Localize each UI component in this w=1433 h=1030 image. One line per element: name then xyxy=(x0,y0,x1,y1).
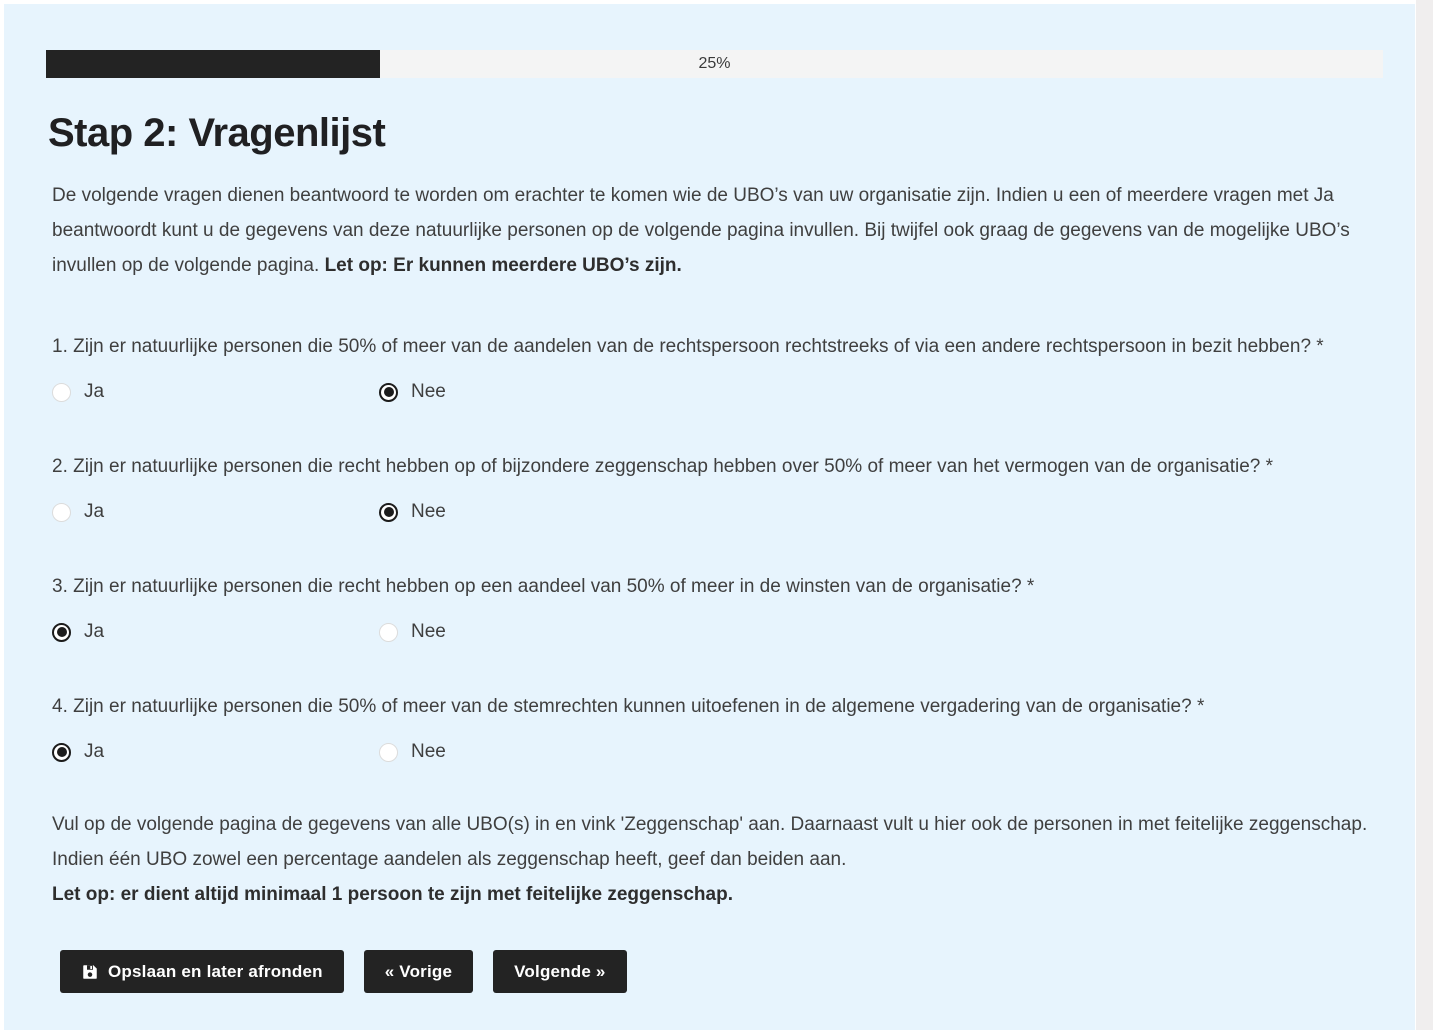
question-3-option-ja[interactable] xyxy=(52,621,379,643)
next-button[interactable] xyxy=(493,950,626,993)
question-4 xyxy=(52,689,1383,763)
question-4-option-ja[interactable] xyxy=(52,741,379,763)
question-3 xyxy=(52,569,1383,643)
question-1-options xyxy=(52,381,1383,403)
previous-button-label: « Vorige xyxy=(384,961,453,981)
next-button-label: Volgende » xyxy=(514,961,606,981)
question-3-option-nee[interactable] xyxy=(379,621,446,643)
radio-button-icon[interactable] xyxy=(379,383,398,402)
question-3-options xyxy=(52,621,1383,643)
question-1-option-nee[interactable] xyxy=(379,381,446,403)
radio-label[interactable]: Nee xyxy=(411,621,446,642)
previous-button[interactable] xyxy=(364,950,473,993)
radio-label[interactable]: Nee xyxy=(411,741,446,762)
radio-button-icon[interactable] xyxy=(52,383,71,402)
question-4-option-nee[interactable] xyxy=(379,741,446,763)
radio-button-icon[interactable] xyxy=(379,743,398,762)
question-4-text: 4. Zijn er natuurlijke personen die 50% of meer van de stemrechten kunnen uitoefenen in de algemene vergadering van de organisatie? * xyxy=(52,696,1205,717)
radio-label[interactable]: Nee xyxy=(411,381,446,402)
radio-button-icon[interactable] xyxy=(52,743,71,762)
question-4-options xyxy=(52,741,1383,763)
save-and-finish-later-button[interactable] xyxy=(60,950,344,993)
scrollbar-track[interactable] xyxy=(1416,0,1433,1030)
radio-button-icon[interactable] xyxy=(52,503,71,522)
question-1 xyxy=(52,329,1383,403)
form-panel xyxy=(4,4,1415,1030)
question-2-option-nee[interactable] xyxy=(379,501,446,523)
question-3-text: 3. Zijn er natuurlijke personen die recht hebben op een aandeel van 50% of meer in de winsten van de organisatie? * xyxy=(52,576,1035,597)
radio-label[interactable]: Ja xyxy=(84,501,105,522)
radio-button-icon[interactable] xyxy=(379,503,398,522)
radio-label[interactable]: Nee xyxy=(411,501,446,522)
form-content xyxy=(4,50,1415,993)
question-2-options xyxy=(52,501,1383,523)
question-2-option-ja[interactable] xyxy=(52,501,379,523)
save-floppy-disk-icon xyxy=(81,963,99,981)
progress-bar xyxy=(46,50,1383,78)
question-1-option-ja[interactable] xyxy=(52,381,379,403)
save-button-label: Opslaan en later afronden xyxy=(108,961,323,981)
page-title: Stap 2: Vragenlijst xyxy=(48,111,386,155)
radio-button-icon[interactable] xyxy=(52,623,71,642)
question-1-text: 1. Zijn er natuurlijke personen die 50% of meer van de aandelen van de rechtspersoon rechtstreeks of via een andere rechtspersoon in bezit hebben? * xyxy=(52,336,1324,357)
radio-label[interactable]: Ja xyxy=(84,381,105,402)
progress-percentage-label: 25% xyxy=(698,55,731,72)
intro-paragraph xyxy=(52,178,1374,283)
intro-note-bold: Let op: Er kunnen meerdere UBO’s zijn. xyxy=(324,255,682,276)
button-row xyxy=(60,950,1383,993)
question-2 xyxy=(52,449,1383,523)
intro-text: De volgende vragen dienen beantwoord te worden om erachter te komen wie de UBO’s van uw organisatie zijn. Indien u een of meerdere vragen met Ja beantwoordt kunt u de gegevens van deze natuurlijke personen op de volgende pagina invullen. Bij twijfel ook graag de gegevens van de mogelijke UBO’s invullen op de volgende pagina. xyxy=(52,185,1350,276)
radio-label[interactable]: Ja xyxy=(84,621,105,642)
footer-note-bold: Let op: er dient altijd minimaal 1 persoon te zijn met feitelijke zeggenschap. xyxy=(52,884,733,905)
radio-button-icon[interactable] xyxy=(379,623,398,642)
question-2-text: 2. Zijn er natuurlijke personen die recht hebben op of bijzondere zeggenschap hebben over 50% of meer van het vermogen van de organisatie? * xyxy=(52,456,1274,477)
footer-paragraph: Vul op de volgende pagina de gegevens van alle UBO(s) in en vink 'Zeggenschap' aan. Daarnaast vult u hier ook de personen in met feitelijke zeggenschap. Indien één UBO zowel een percentage aandelen als zeggenschap heeft, geef dan beiden aan. xyxy=(52,814,1368,870)
radio-label[interactable]: Ja xyxy=(84,741,105,762)
